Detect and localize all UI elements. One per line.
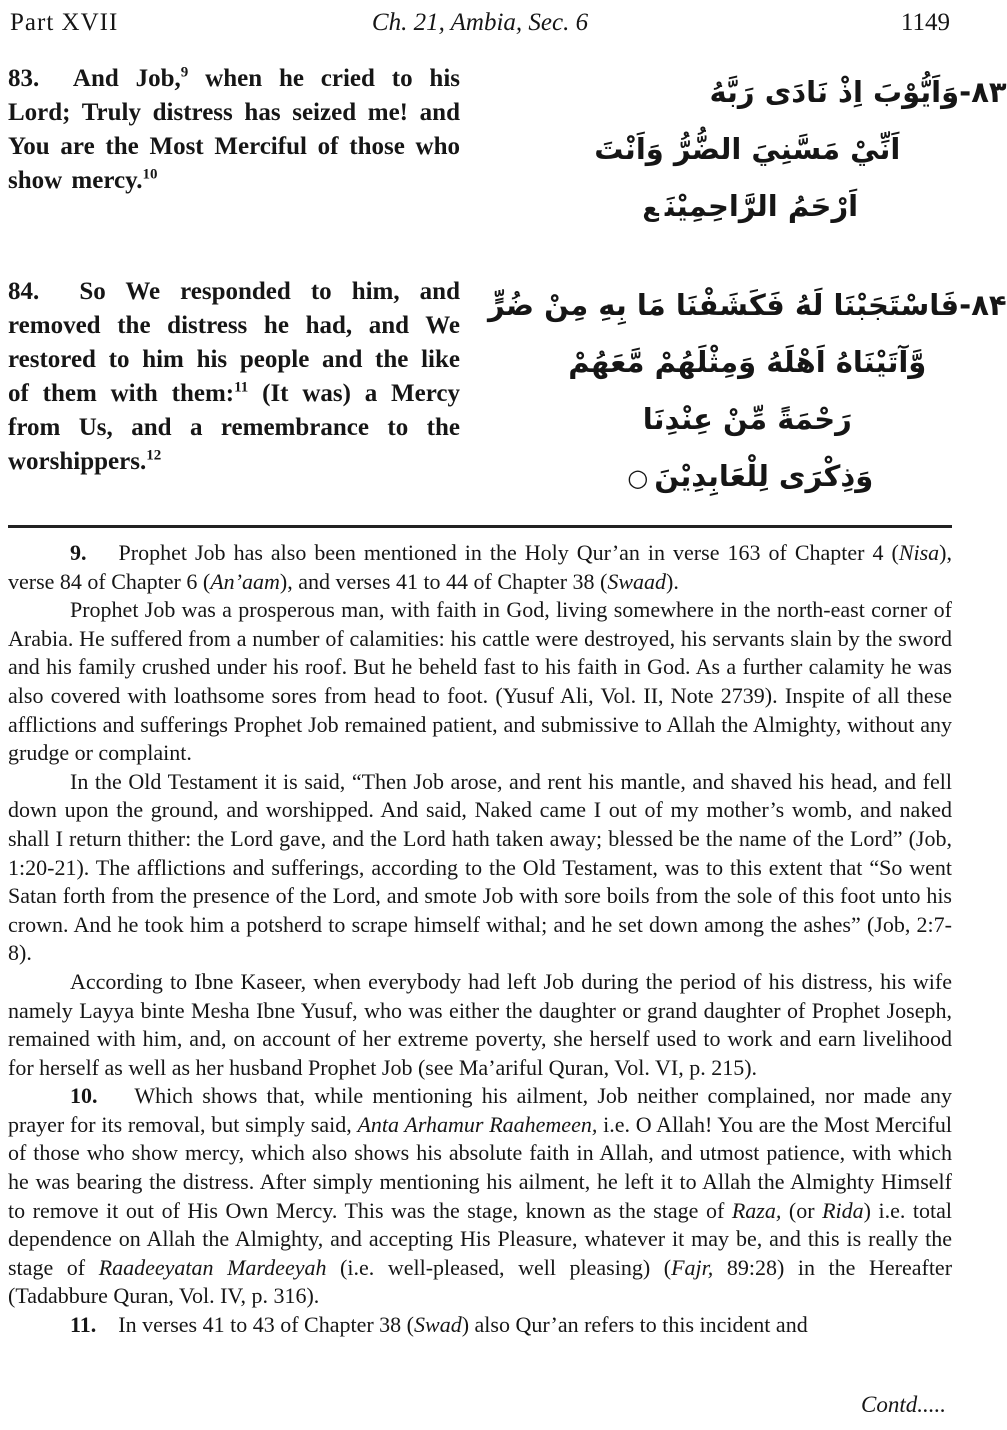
text-segment: Prophet Job was a prosperous man, with faith in God, living somewhere in the north-east corner of Arabia. He suffered from a number of calamities: his cattle were destroyed, his servants slain by the sword and his family crushed under his roof. But he beheld fast to his faith in God. As a further calamity he was also covered with loathsome sores from head to foot. (Yusuf Ali, Vol. II, Note 2739). Inspite of all these afflictions and sufferings Prophet Job remained patient, and submissive to Allah the Almighty, without any grudge or complaint. bbox=[8, 597, 952, 766]
arabic-line bbox=[488, 64, 1007, 121]
text-segment: Rida bbox=[822, 1197, 864, 1223]
page-number: 1149 bbox=[900, 9, 950, 36]
text-segment: ), verse 84 of Chapter 6 ( bbox=[8, 540, 952, 594]
text-segment: Prophet Job has also been mentioned in the Holy Qur’an in verse 163 of Chapter 4 ( bbox=[86, 540, 899, 565]
text-segment: Which shows that, while mentioning his ailment, Job neither complained, nor made any prayer for its removal, but simply said, bbox=[8, 1083, 952, 1137]
text-segment: ), and verses 41 to 44 of Chapter 38 ( bbox=[279, 568, 608, 594]
verse-end-mark: ○ bbox=[627, 464, 649, 492]
arabic-text: وَاَيُّوْبَ اِذْ نَادَى رَبَّهُ bbox=[709, 75, 960, 109]
text-segment: 9 bbox=[180, 64, 189, 81]
part-label: Part XVII bbox=[10, 9, 119, 36]
text-segment: 9. bbox=[70, 540, 87, 565]
text-segment: An’aam bbox=[210, 568, 280, 594]
text-segment: Raadeeyatan Mardeeyah bbox=[98, 1254, 327, 1280]
text-segment: ). bbox=[666, 568, 679, 594]
footnotes-section bbox=[8, 539, 952, 1340]
verse-arabic-83 bbox=[488, 62, 1007, 237]
text-segment: when he cried to his Lord; Truly distress has seized me! and You are the Most Merciful of those who show mercy. bbox=[8, 65, 461, 194]
footnote-paragraph bbox=[8, 968, 952, 1082]
arabic-line bbox=[488, 391, 1007, 448]
text-segment: ) i.e. total dependence on Allah the Almighty, and accepting His Pleasure, whatever it may be, and this is really the stage of bbox=[8, 1197, 953, 1280]
arabic-text: فَاسْتَجَبْنَا لَهُ فَكَشَفْنَا مَا بِهِ مِنْ ضُرٍّ bbox=[488, 288, 960, 322]
footnote-paragraph bbox=[8, 539, 952, 596]
chapter-title: Ch. 21, Ambia, Sec. 6 bbox=[371, 9, 589, 36]
arabic-text: وَذِكْرَى لِلْعَابِدِيْنَ bbox=[654, 459, 874, 493]
verse-number-arabic: -۸۳ bbox=[959, 75, 1007, 109]
text-segment: In the Old Testament it is said, “Then Job arose, and rent his mantle, and shaved his head, and fell down upon the ground, and worshipped. And said, Naked came I out of my mother’s womb, and naked shall I return thither: the Lord gave, and the Lord hath taken away; blessed be the name of the Lord” (Job, 1:20-21). The afflictions and sufferings, according to the Old Testament, was to this extent that “So went Satan forth from the presence of the Lord, and smote Job with sore boils from the sole of this foot unto his crown. And he took him a potsherd to scrape himself withal; and he set down among the ashes” (Job, 2:7-8). bbox=[8, 768, 952, 966]
verse-english-83 bbox=[8, 62, 460, 237]
footnote-paragraph bbox=[8, 596, 952, 768]
verse-english-84 bbox=[8, 275, 460, 507]
text-segment: 12 bbox=[146, 447, 162, 464]
arabic-text: اَنِّيْ مَسَّنِيَ الضُّرُّ وَاَنْتَ bbox=[594, 132, 901, 166]
footnote-paragraph bbox=[8, 1082, 952, 1311]
verses-section bbox=[8, 62, 1007, 507]
text-segment: Raza, bbox=[731, 1197, 782, 1223]
text-segment: ) also Qur’an refers to this incident and bbox=[461, 1312, 808, 1338]
text-segment: 10 bbox=[142, 166, 158, 183]
footnote-paragraph bbox=[8, 1311, 952, 1340]
text-segment: 84. So We responded to him, and removed the distress he had, and We restored to him his people and the like of them with them: bbox=[8, 278, 460, 407]
arabic-text: اَرْحَمُ الرَّاحِمِيْنَ bbox=[664, 189, 859, 223]
text-segment: Anta Arhamur Raahemeen, bbox=[357, 1111, 598, 1137]
text-segment: Swaad bbox=[607, 568, 667, 594]
text-segment: (or bbox=[781, 1197, 823, 1223]
page-header bbox=[8, 8, 952, 38]
footnote-paragraph bbox=[8, 768, 952, 968]
verse-number-arabic: -۸۴ bbox=[959, 288, 1007, 322]
text-segment: Fajr, bbox=[671, 1254, 714, 1280]
arabic-line bbox=[488, 121, 1007, 178]
text-segment: 10. bbox=[70, 1083, 98, 1109]
arabic-text: رَحْمَةً مِّنْ عِنْدِنَا bbox=[642, 402, 852, 436]
text-segment: (It was) a Mercy from Us, and a remembrance to the worshippers. bbox=[8, 380, 460, 475]
text-segment: 11. bbox=[70, 1312, 97, 1338]
verse-end-mark: ع bbox=[642, 194, 659, 222]
arabic-line bbox=[488, 277, 1007, 334]
text-segment: Swad bbox=[414, 1312, 462, 1338]
arabic-line bbox=[488, 448, 1007, 507]
text-segment: 89:28) in the Hereafter (Tadabbure Quran, Vol. IV, p. 316). bbox=[8, 1254, 953, 1309]
continued-label: Contd..... bbox=[861, 1392, 946, 1417]
arabic-text: وَّآتَيْنَاهُ اَهْلَهُ وَمِثْلَهُمْ مَّعَهُمْ bbox=[568, 345, 927, 379]
verse-arabic-84 bbox=[488, 275, 1007, 507]
text-segment: (i.e. well-pleased, well pleasing) ( bbox=[326, 1254, 672, 1280]
section-divider bbox=[8, 525, 952, 528]
text-segment: 83. And Job, bbox=[8, 65, 181, 92]
arabic-line bbox=[488, 178, 1007, 237]
text-segment: According to Ibne Kaseer, when everybody had left Job during the period of his distress, his wife namely Layya binte Mesha Ibne Yusuf, who was either the daughter or grand daughter of Prophet Joseph, remained with him, and, on account of her extreme poverty, she herself used to work and earn livelihood for herself as well as her husband Prophet Job (see Ma’ariful Quran, Vol. VI, p. 215). bbox=[8, 968, 952, 1080]
text-segment: i.e. O Allah! You are the Most Merciful of those who show mercy, which also shows his absolute faith in Allah, and utmost patience, with which he was bearing the distress. After simply mentioning his ailment, he left it to Allah the Almighty Himself to remove it out of His Own Mercy. This was the stage, known as the stage of bbox=[8, 1111, 952, 1223]
text-segment: Nisa bbox=[898, 540, 940, 565]
text-segment: 11 bbox=[234, 379, 249, 396]
arabic-line bbox=[488, 334, 1007, 391]
text-segment: In verses 41 to 43 of Chapter 38 ( bbox=[96, 1312, 415, 1338]
